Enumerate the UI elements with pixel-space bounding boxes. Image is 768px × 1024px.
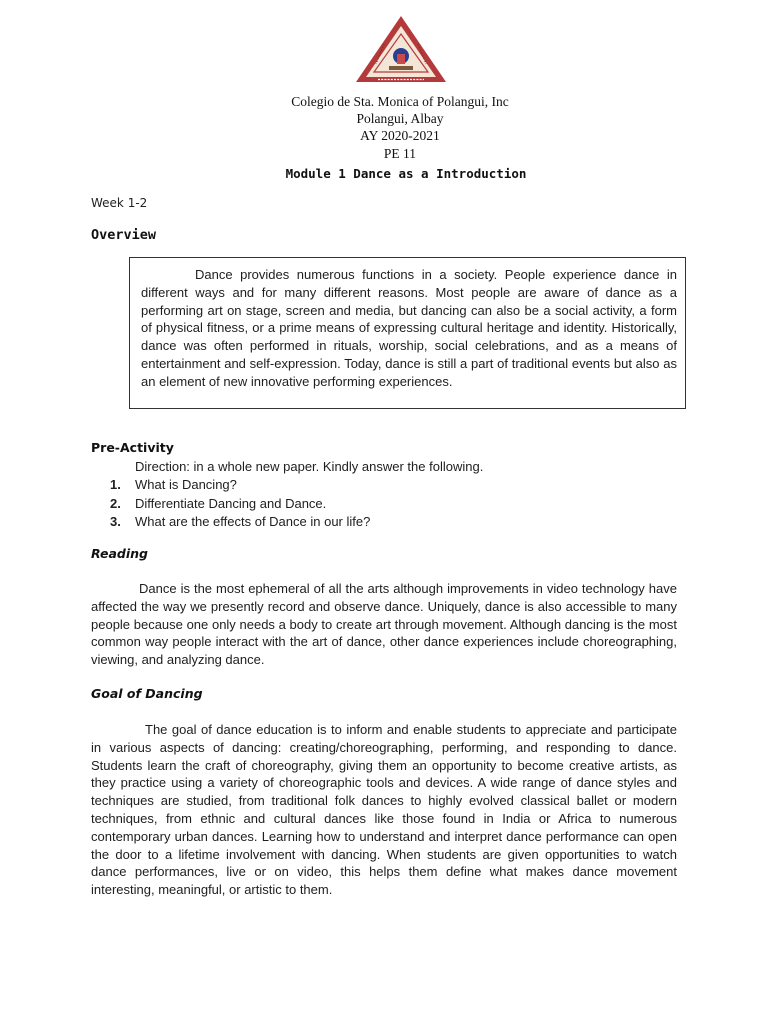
goal-heading: Goal of Dancing bbox=[91, 686, 203, 701]
school-name: Colegio de Sta. Monica of Polangui, Inc bbox=[291, 94, 509, 109]
pre-activity-direction: Direction: in a whole new paper. Kindly answer the following. bbox=[135, 459, 484, 474]
pre-activity-heading: Pre-Activity bbox=[91, 440, 174, 455]
question-number: 2. bbox=[110, 495, 121, 511]
question-text: Differentiate Dancing and Dance. bbox=[135, 495, 327, 511]
reading-heading: Reading bbox=[91, 546, 148, 561]
module-title: Module 1 Dance as a Introduction bbox=[285, 166, 527, 181]
academic-year: AY 2020-2021 bbox=[360, 128, 440, 143]
school-location: Polangui, Albay bbox=[356, 111, 444, 126]
overview-box bbox=[129, 257, 686, 409]
question-text: What are the effects of Dance in our life? bbox=[135, 514, 371, 529]
question-text: What is Dancing? bbox=[135, 477, 237, 492]
question-number: 3. bbox=[110, 514, 121, 529]
list-item bbox=[110, 496, 370, 515]
list-item bbox=[110, 477, 370, 496]
school-seal-icon bbox=[354, 14, 448, 84]
goal-text: The goal of dance education is to inform and enable students to appreciate and participate in various aspects of dancing: creating/choreographing, performing, and responding to dance. Students learn the craft of choreography, giving them an opportunity to become creative artists, as they practice using a variety of choreographic tools and devices. A wide range of dance styles and techniques are studied, from traditional folk dances to highly evolved classical ballet or modern techniques, from ethnic and cultural dances like those found in India or Africa to numerous contemporary urban dances. Learning how to understand and interpret dance performance can open the door to a lifetime involvement with dancing. When students are given opportunities to watch dance performances, live or on video, this helps them define what makes dance movement interesting, meaningful, or artistic to them. bbox=[91, 722, 677, 898]
reading-text: Dance is the most ephemeral of all the arts although improvements in video technology have affected the way we presently record and observe dance. Uniquely, dance is also accessible to many people because one only needs a body to create art through movement. Although dancing is the most common way people interact with the art of dance, other dance experiences include choreographing, viewing, and analyzing dance. bbox=[91, 581, 677, 668]
question-list bbox=[110, 477, 370, 533]
overview-text: Dance provides numerous functions in a society. People experience dance in different ways and for many different reasons. Most people are aware of dance as a performing art on stage, screen and media, but dancing can also be a social activity, a form of physical fitness, or a prime means of expressing cultural heritage and identity. Historically, dance was often performed in rituals, worship, social celebrations, and as a means of entertainment and self-expression. Today, dance is still a part of traditional events but also as an element of new innovative performing experiences. bbox=[141, 267, 677, 389]
goal-paragraph bbox=[91, 721, 677, 899]
question-number: 1. bbox=[110, 477, 121, 492]
overview-heading: Overview bbox=[91, 227, 157, 243]
list-item bbox=[110, 514, 370, 533]
course-code: PE 11 bbox=[383, 146, 417, 161]
overview-paragraph bbox=[141, 266, 677, 391]
week-label: Week 1-2 bbox=[91, 196, 148, 210]
reading-paragraph bbox=[91, 580, 677, 669]
